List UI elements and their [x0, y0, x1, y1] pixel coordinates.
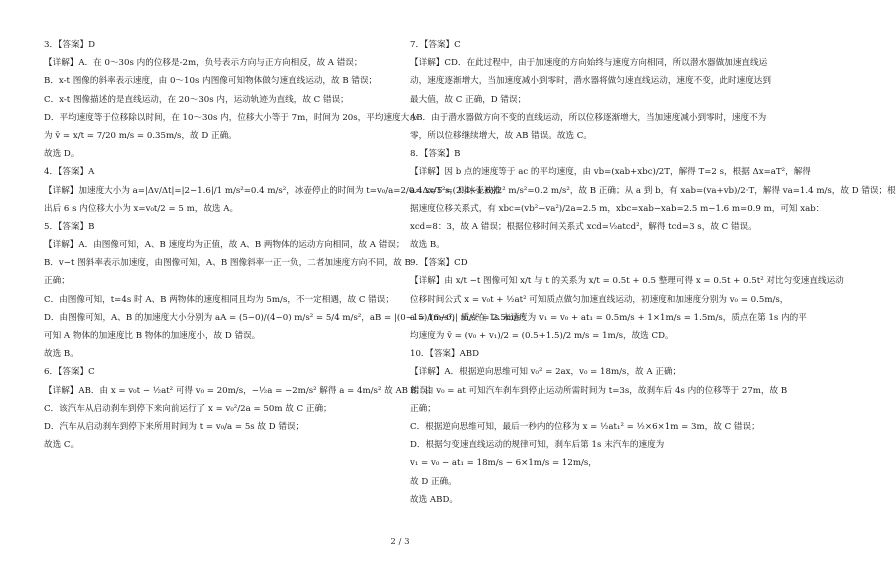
- right-column: [410, 36, 896, 509]
- right-line: B．由 v₀ = at 可知汽车刹车到停止运动所需时间为 t=3s，故刹车后 4s 内的位移等于 27m，故 B: [410, 385, 788, 396]
- right-line: 【详解】因 b 点的速度等于 ac 的平均速度，由 vb=(xab+xbc)/2T，解得 T=2 s，根据 Δx=aT²，解得: [410, 167, 811, 178]
- right-line: v₁ = v₀ − at₁ = 18m/s − 6×1m/s = 12m/s，: [410, 458, 597, 469]
- left-line: C．由图像可知，t=4s 时 A、B 两物体的速度相同且均为 5m/s，不一定相遇，故 C 错误；: [44, 294, 394, 305]
- right-line: 9．【答案】CD: [410, 258, 468, 269]
- page-number: 2 / 3: [390, 537, 410, 547]
- right-line: 最大值，故 C 正确，D 错误；: [410, 94, 527, 105]
- left-line: C．x-t 图像描述的是直线运动，在 20～30s 内，运动轨迹为直线，故 C 错误；: [44, 94, 349, 105]
- left-line: 【详解】A．由图像可知，A、B 速度均为正值，故 A、B 两物体的运动方向相同，故 A 错误；: [44, 240, 405, 251]
- left-line: 【详解】加速度大小为 a=|Δv/Δt|=|2−1.6|/1 m/s²=0.4 m/s²，冰壶停止的时间为 t=v₀/a=2/0.4 s=5 s，则冰壶被推: [44, 185, 502, 196]
- right-line: a=Δx/T²=(2.4−1.6)/2² m/s²=0.2 m/s²，故 B 正确；从 a 到 b，有 xab=(va+vb)/2·T，解得 va=1.4 m/s，故 D 错误；根: [410, 185, 896, 196]
- left-line: D．汽车从启动刹车到停下来所用时间为 t = v₀/a = 5s 故 D 错误；: [44, 421, 305, 432]
- right-line: 7．【答案】C: [410, 40, 461, 50]
- right-line: AB．由于潜水器做方向不变的直线运动，所以位移逐渐增大，当加速度减小到零时，速度不为: [410, 112, 767, 123]
- left-line: 【详解】AB．由 x = v₀t − ½at² 可得 v₀ = 20m/s，−½a = −2m/s² 解得 a = 4m/s² 故 AB 错误；: [44, 385, 437, 396]
- right-line: 10．【答案】ABD: [410, 349, 480, 360]
- right-line: xcd=8：3，故 A 错误；根据位移时间关系式 xcd=½atcd²，解得 tcd=3 s，故 C 错误。: [410, 221, 757, 232]
- right-line: C．根据逆向思维可知，最后一秒内的位移为 x = ½at₁² = ½×6×1m = 3m，故 C 错误；: [410, 421, 760, 432]
- right-line: 故选 B。: [410, 240, 445, 251]
- right-line: D．根据匀变速直线运动的规律可知，刹车后第 1s 末汽车的速度为: [410, 440, 665, 451]
- left-line: D．由图像可知，A、B 的加速度大小分别为 aA = (5−0)/(4−0) m/s² = 5/4 m/s²，aB = |(0−15)/(6−0)| m/s² = 2.5m/s²: [44, 312, 525, 323]
- left-line: 【详解】A．在 0～30s 内的位移是-2m，负号表示方向与正方向相反，故 A 错误；: [44, 58, 363, 69]
- right-line: 动，速度逐渐增大，当加速度减小到零时，潜水器将做匀速直线运动，速度不变，此时速度达到: [410, 76, 771, 87]
- left-line: 出后 6 s 内位移大小为 x=v₀t/2 = 5 m，故选 A。: [44, 203, 239, 214]
- left-line: 故选 D。: [44, 149, 80, 160]
- left-line: 故选 B。: [44, 349, 79, 360]
- right-line: 正确；: [410, 403, 436, 414]
- left-line: 故选 C。: [44, 440, 80, 451]
- left-line: 为 v̄ = x/t = 7/20 m/s = 0.35m/s，故 D 正确。: [44, 130, 237, 141]
- right-line: 【详解】A．根据逆向思维可知 v₀² = 2ax，v₀ = 18m/s，故 A 正确；: [410, 367, 682, 378]
- left-line: C．该汽车从启动刹车到停下来向前运行了 x = v₀²/2a = 50m 故 C 正确；: [44, 403, 332, 414]
- left-line: B．v−t 图斜率表示加速度，由图像可知，A、B 图像斜率一正一负，二者加速度方向不同，故 B: [44, 258, 411, 269]
- right-line: 【详解】CD．在此过程中，由于加速度的方向始终与速度方向相同，所以潜水器做加速直线运: [410, 58, 768, 69]
- right-line: 零，所以位移继续增大，故 AB 错误。故选 C。: [410, 130, 592, 141]
- right-line: 8．【答案】B: [410, 149, 461, 160]
- right-line: 【详解】由 x/t −t 图像可知 x/t 与 t 的关系为 x/t = 0.5t + 0.5 整理可得 x = 0.5t + 0.5t² 对比匀变速直线运动: [410, 276, 844, 287]
- left-line: 5．【答案】B: [44, 221, 95, 232]
- right-line: 据速度位移关系式，有 xbc=(vb²−va²)/2a=2.5 m，xbc=xab−xab=2.5 m−1.6 m=0.9 m，可知 xab：: [410, 203, 825, 214]
- left-line: 4．【答案】A: [44, 167, 95, 178]
- right-line: 位移时间公式 x = v₀t + ½at² 可知质点做匀加速直线运动，初速度和加速度分别为 v₀ = 0.5m/s，: [410, 294, 789, 305]
- right-line: 故 D 正确。: [410, 476, 457, 487]
- left-line: D．平均速度等于位移除以时间，在 10～30s 内，位移大小等于 7m，时间为 20s，平均速度大小: [44, 112, 418, 123]
- left-line: 正确；: [44, 276, 70, 287]
- right-line: 故选 ABD。: [410, 494, 458, 505]
- left-line: 3．【答案】D: [44, 40, 96, 50]
- right-line: 均速度为 v̄ = (v₀ + v₁)/2 = (0.5+1.5)/2 m/s = 1m/s，故选 CD。: [410, 331, 674, 341]
- left-line: B．x-t 图像的斜率表示速度，由 0～10s 内图像可知物体做匀速直线运动，故 B 错误；: [44, 76, 378, 87]
- left-line: 可知 A 物体的加速度比 B 物体的加速度小，故 D 错误。: [44, 331, 261, 341]
- left-line: 6．【答案】C: [44, 367, 95, 378]
- right-line: a = 1m/s²，质点在 1s 末速度为 v₁ = v₀ + at₁ = 0.5m/s + 1×1m/s = 1.5m/s，质点在第 1s 内的平: [410, 312, 807, 323]
